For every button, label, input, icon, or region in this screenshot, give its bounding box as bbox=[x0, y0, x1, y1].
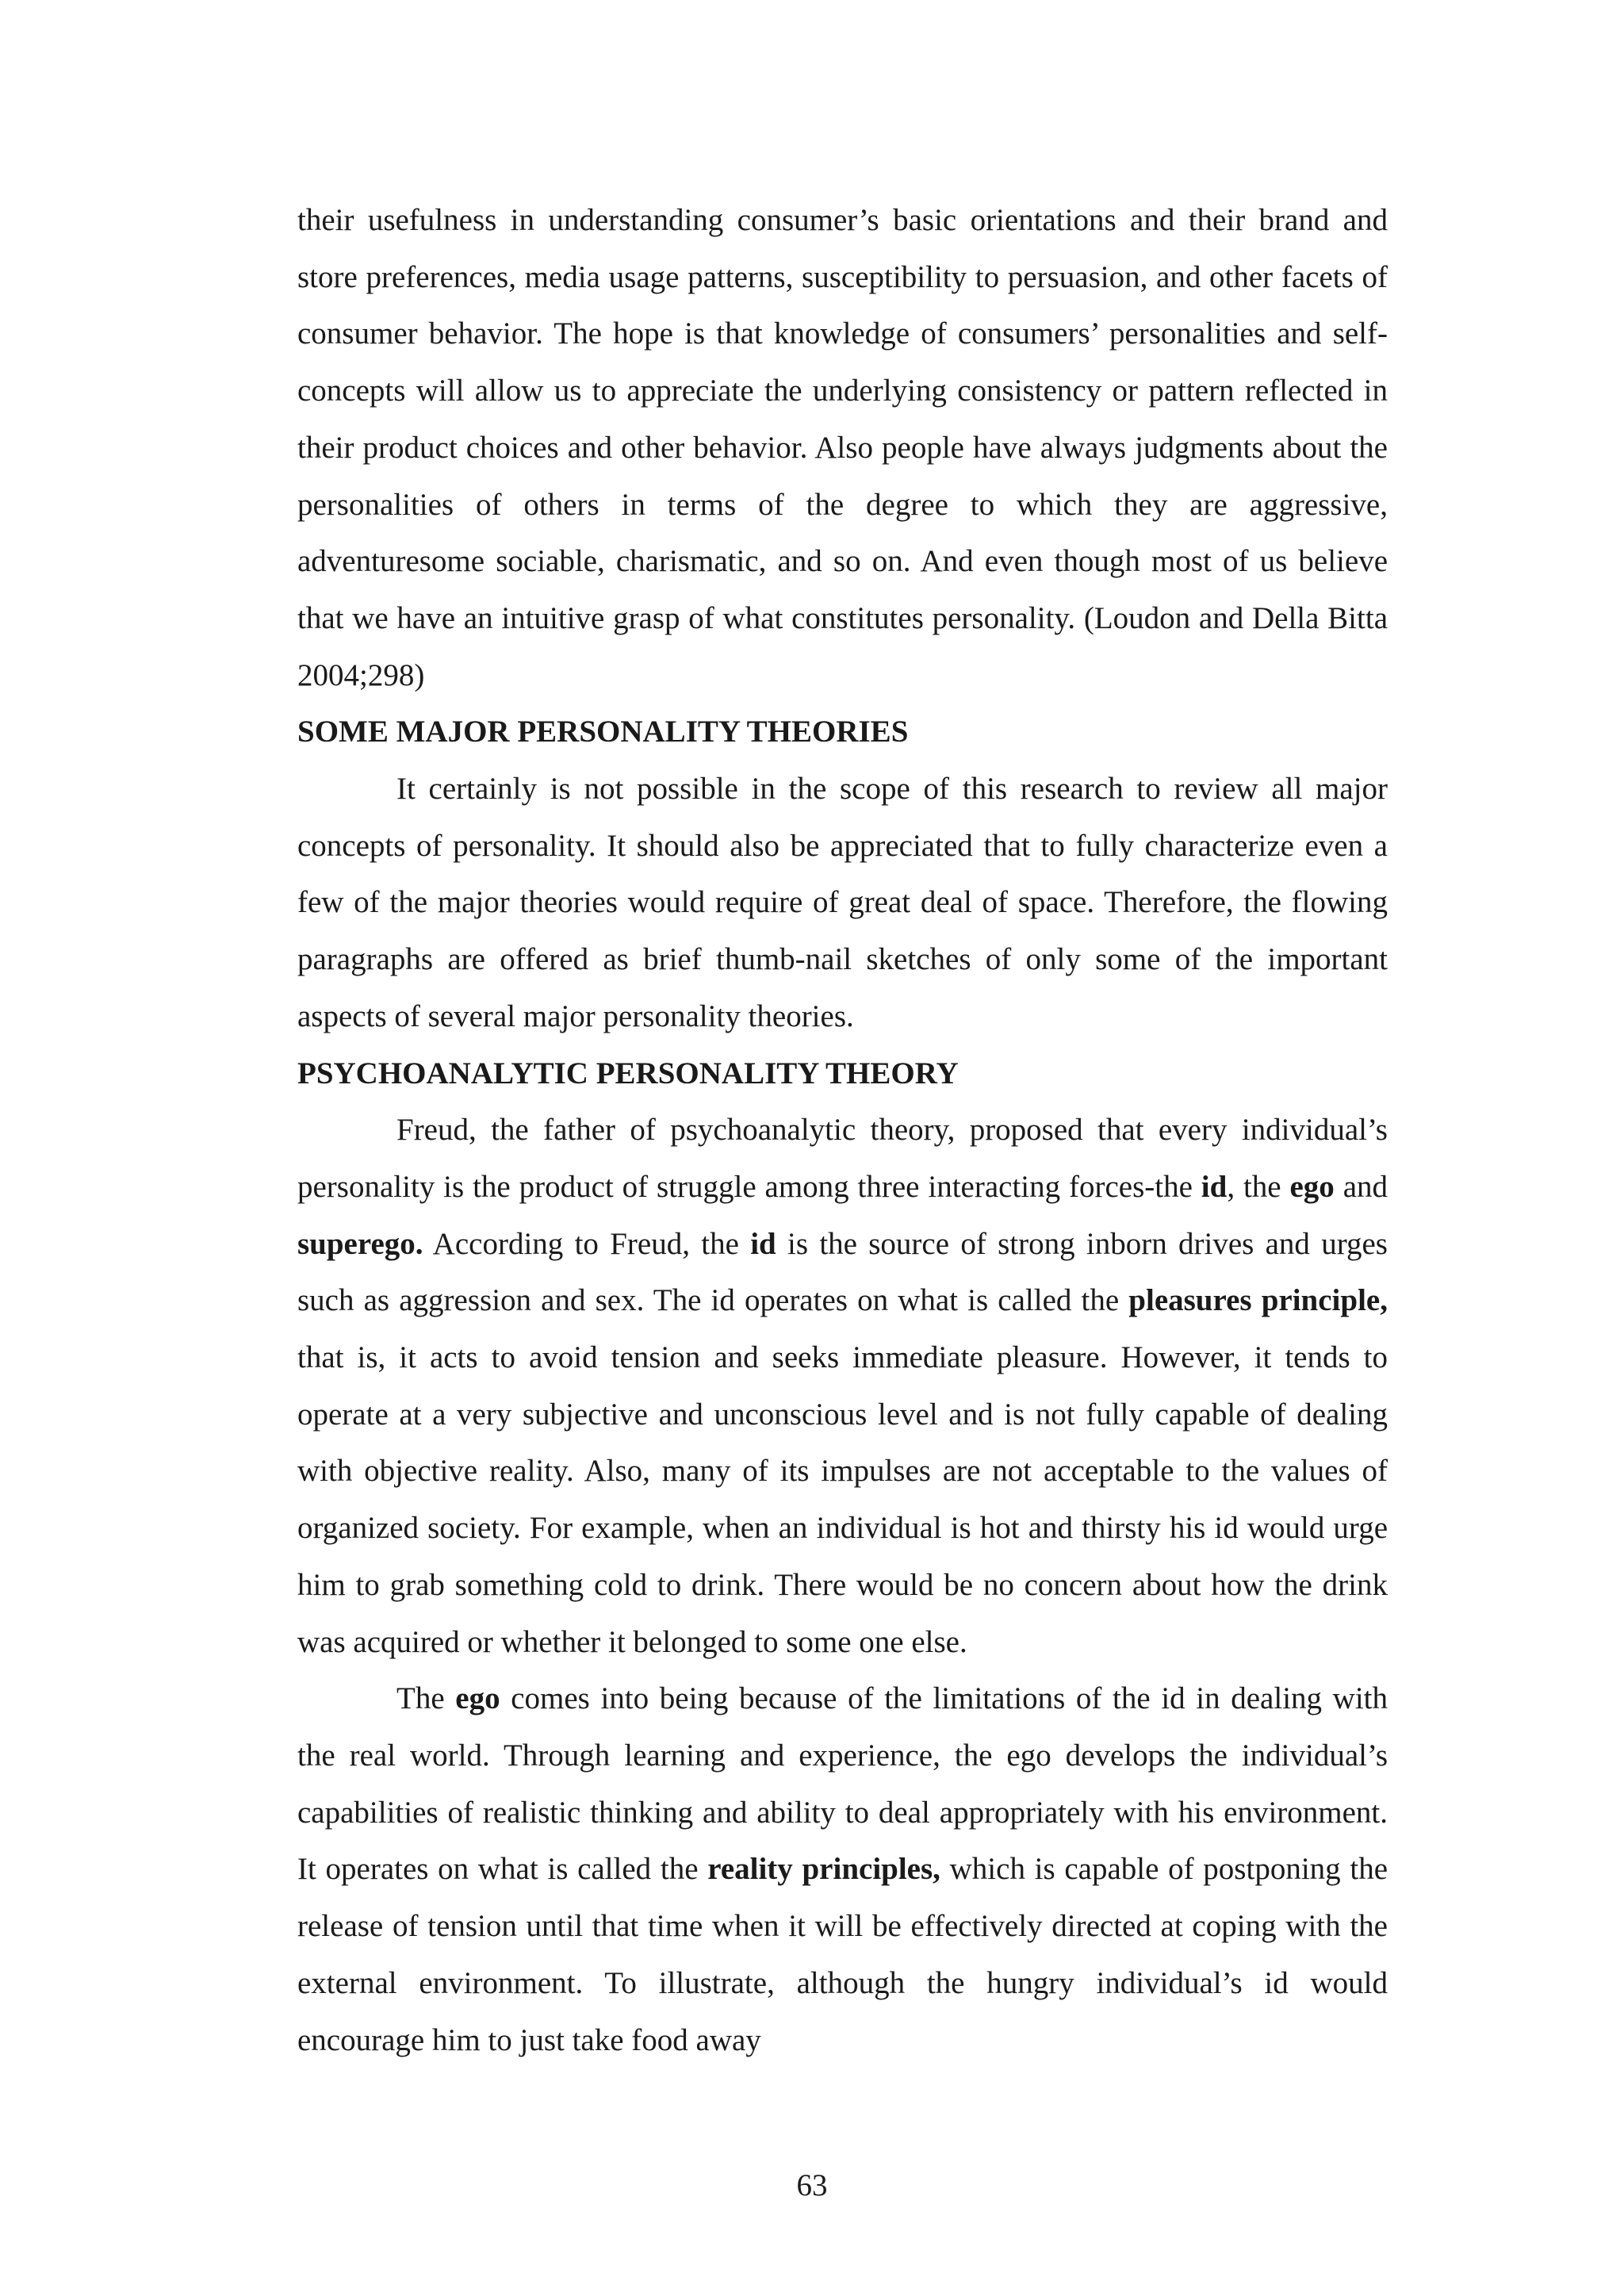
bold-term-pleasures-principle: pleasures principle, bbox=[1128, 1283, 1388, 1318]
bold-term-id: id bbox=[750, 1226, 776, 1261]
text-run: which is capable of postponing the release of tension until that time when it will be effectively directed at coping with the external environment. To illustrate, although the hungry individual’s id would encourage him to just take food away bbox=[297, 1852, 1388, 2057]
text-run: According to Freud, the bbox=[423, 1226, 751, 1261]
text-run: Freud, the father of psychoanalytic theory, proposed that every individual’s personality is the product of struggle among three interacting forces-the bbox=[297, 1113, 1388, 1204]
body-paragraph: It certainly is not possible in the scope of this research to review all major concepts of personality. It should also be appreciated that to fully characterize even a few of the major theories would require of great deal of space. Therefore, the flowing paragraphs are offered as brief thumb-nail sketches of only some of the important aspects of several major personality theories. bbox=[297, 772, 1388, 1033]
section-heading: SOME MAJOR PERSONALITY THEORIES bbox=[297, 715, 909, 749]
bold-term-ego: ego bbox=[1289, 1169, 1335, 1204]
text-run: and bbox=[1334, 1169, 1388, 1204]
bold-term-id: id bbox=[1201, 1169, 1228, 1204]
bold-term-ego: ego bbox=[455, 1681, 500, 1716]
body-paragraph: their usefulness in understanding consumer’s basic orientations and their brand and store preferences, media usage patterns, susceptibility to persuasion, and other facets of consumer behavior. The hope is that knowledge of consumers’ personalities and self-concepts will allow us to appreciate the underlying consistency or pattern reflected in their product choices and other behavior. Also people have always judgments about the personalities of others in terms of the degree to which they are aggressive, adventuresome sociable, charismatic, and so on. And even though most of us believe that we have an intuitive grasp of what constitutes personality. (Loudon and Della Bitta 2004;298) bbox=[297, 203, 1388, 692]
bold-term-reality-principles: reality principles, bbox=[707, 1852, 940, 1887]
bold-term-superego: superego. bbox=[297, 1226, 423, 1261]
section-heading: PSYCHOANALYTIC PERSONALITY THEORY bbox=[297, 1056, 959, 1091]
text-run: that is, it acts to avoid tension and seeks immediate pleasure. However, it tends to operate at a very subjective and unconscious level and is not fully capable of dealing with objective reality. Also, many of its impulses are not acceptable to the values of organized society. For example, when an individual is hot and thirsty his id would urge him to grab something cold to drink. There would be no concern about how the drink was acquired or whether it belonged to some one else. bbox=[297, 1340, 1388, 1659]
body-paragraph bbox=[297, 1102, 1388, 1670]
document-page bbox=[297, 192, 1388, 2068]
page-number: 63 bbox=[796, 2168, 828, 2202]
text-run: The bbox=[396, 1681, 456, 1716]
text-run: comes into being because of the limitations of the id in dealing with the real world. Through learning and experience, the ego develops the individual’s capabilities of realistic thinking and ability to deal appropriately with his environment. It operates on what is called the bbox=[297, 1681, 1388, 1887]
body-paragraph bbox=[297, 1670, 1388, 2068]
text-run: is the source of strong inborn drives and urges such as aggression and sex. The id operates on what is called the bbox=[297, 1226, 1388, 1318]
text-run: , the bbox=[1227, 1169, 1290, 1204]
